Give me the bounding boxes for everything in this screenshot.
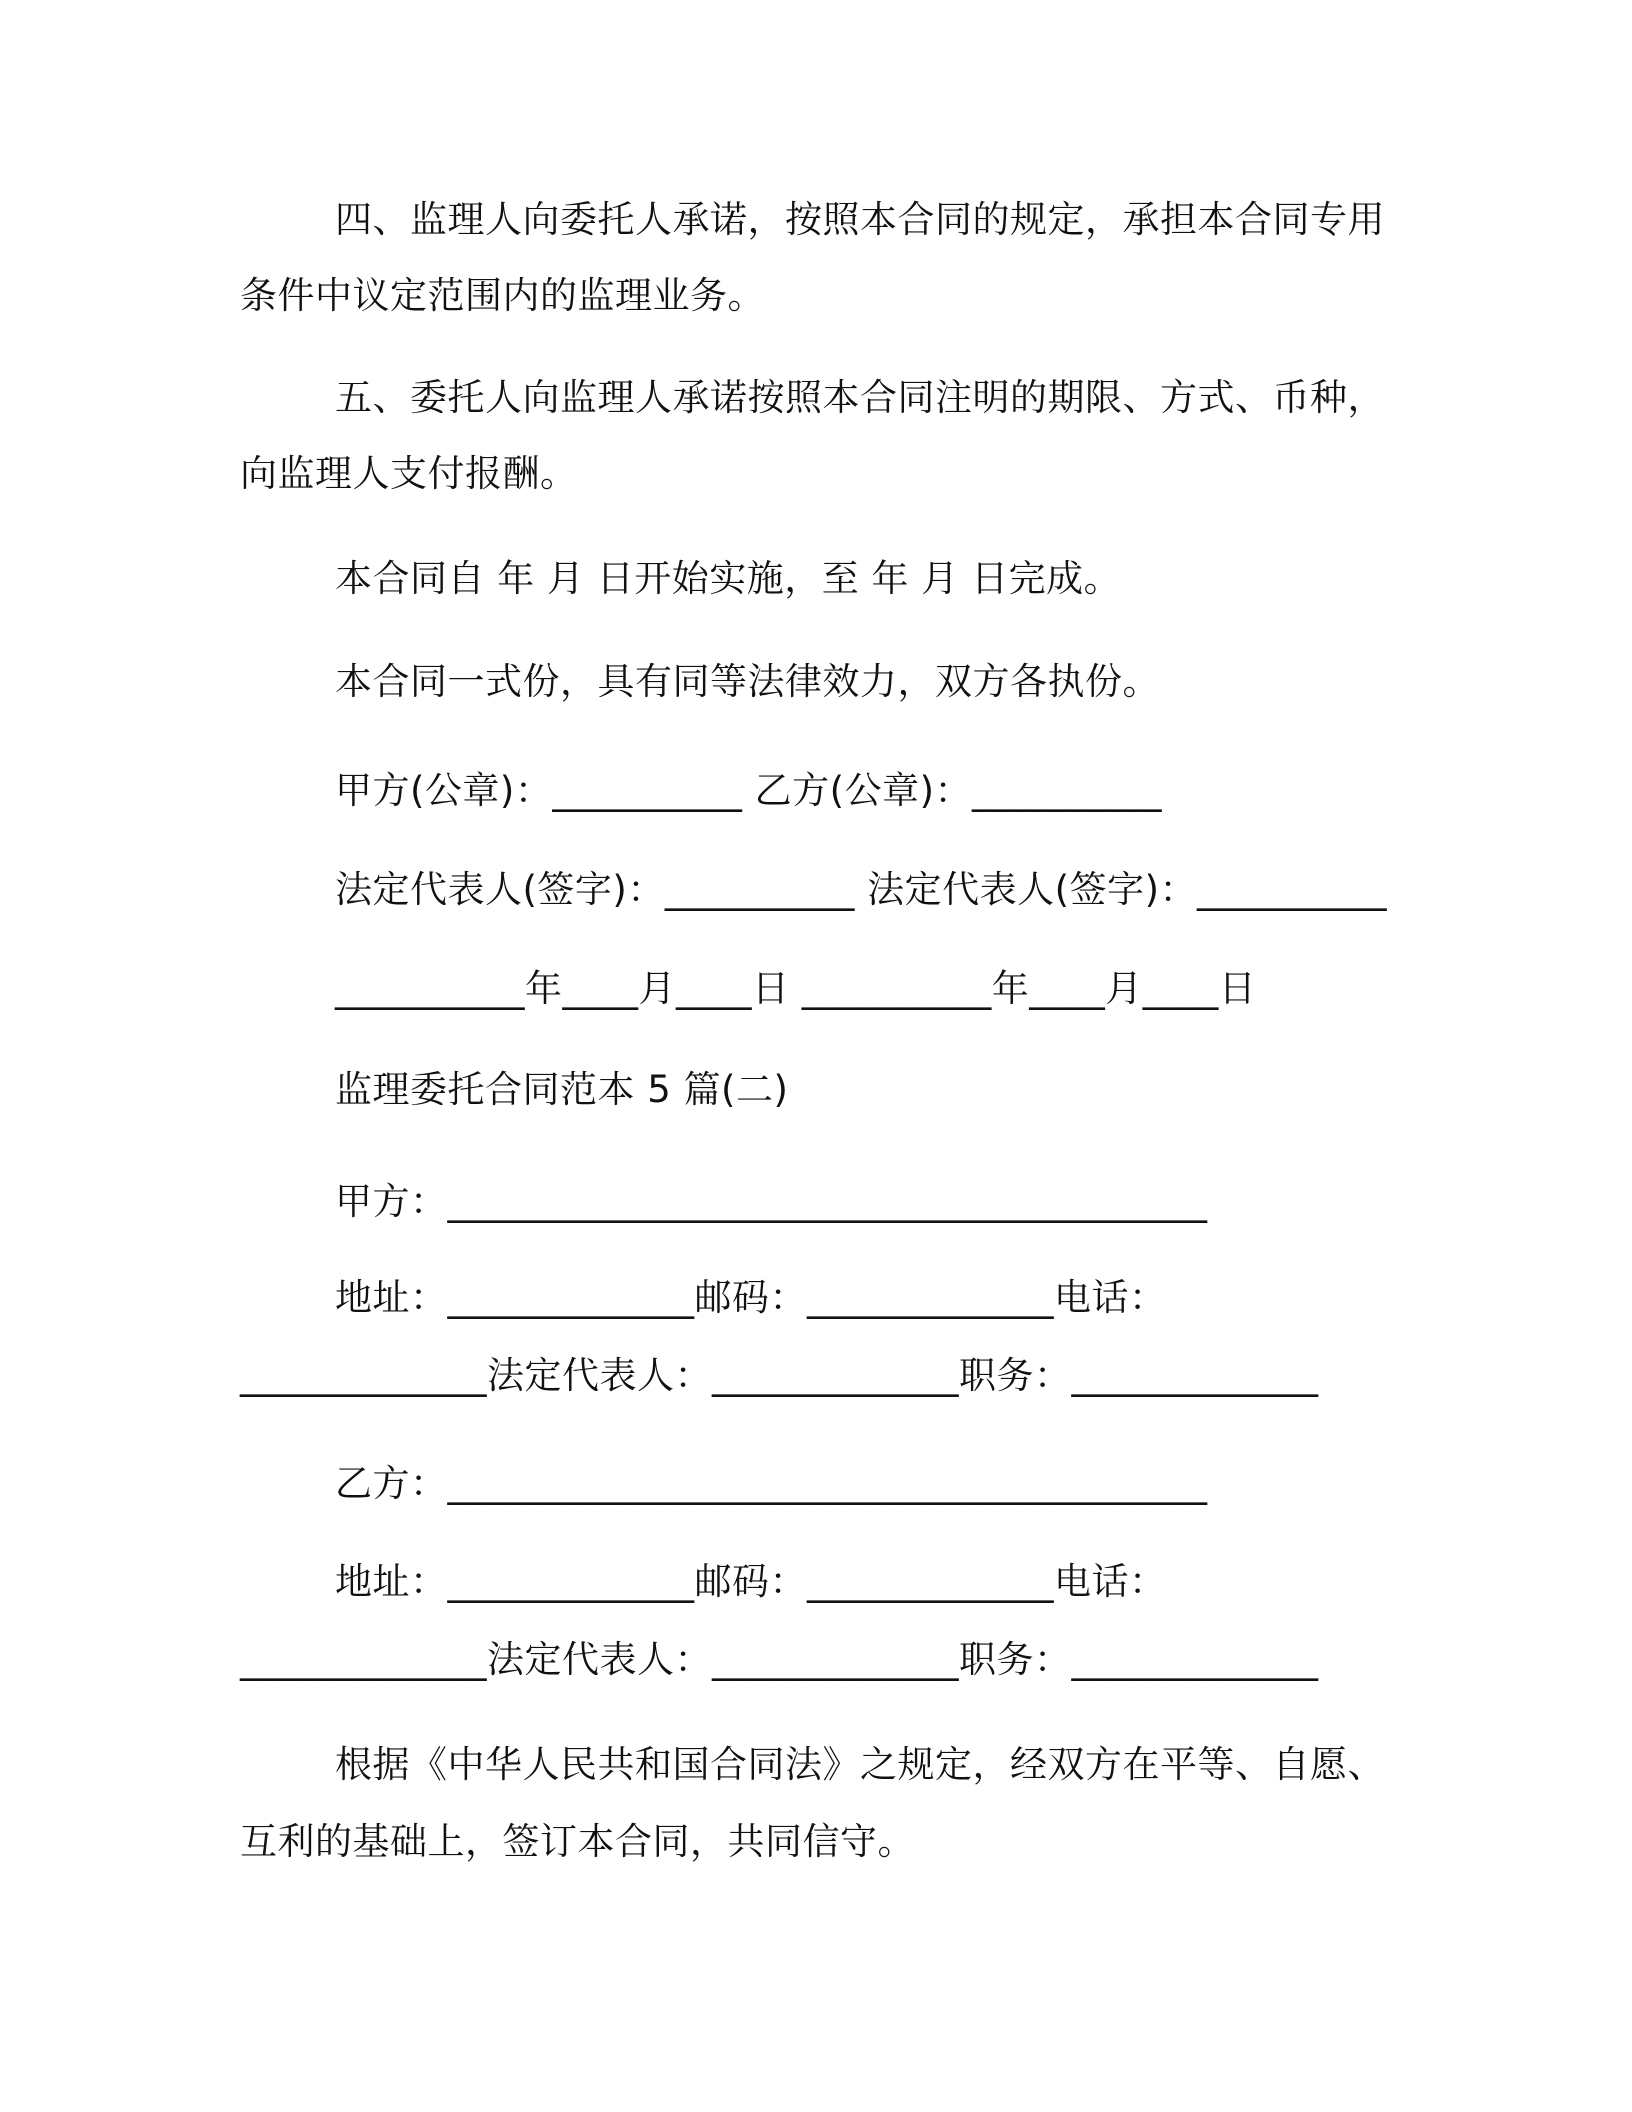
signature-date-line: __________年____月____日 __________年____月____日 — [335, 967, 1257, 1010]
legal-basis-line-1: 根据《中华人民共和国合同法》之规定，经双方在平等、自愿、 — [335, 1743, 1385, 1786]
section-title: 监理委托合同范本 5 篇(二) — [335, 1068, 789, 1111]
contract-term: 本合同自 年 月 日开始实施，至 年 月 日完成。 — [335, 557, 1122, 600]
clause-5-line-2: 向监理人支付报酬。 — [240, 452, 578, 495]
party-a-line: 甲方：________________________________________ — [335, 1180, 1208, 1223]
party-b-line: 乙方：________________________________________ — [335, 1462, 1208, 1505]
contract-copies: 本合同一式份，具有同等法律效力，双方各执份。 — [335, 660, 1160, 703]
representative-signature-line: 法定代表人(签字)：__________ 法定代表人(签字)：__________ — [335, 868, 1388, 911]
party-a-address-line: 地址：_____________邮码：_____________电话： — [335, 1276, 1167, 1319]
seal-signature-line: 甲方(公章)：__________ 乙方(公章)：__________ — [335, 769, 1163, 812]
clause-4-line-1: 四、监理人向委托人承诺，按照本合同的规定，承担本合同专用 — [335, 198, 1385, 241]
party-b-address-line: 地址：_____________邮码：_____________电话： — [335, 1560, 1167, 1603]
party-a-representative-line: _____________法定代表人：_____________职务：_____________ — [240, 1354, 1319, 1397]
legal-basis-line-2: 互利的基础上，签订本合同，共同信守。 — [240, 1820, 915, 1863]
party-b-representative-line: _____________法定代表人：_____________职务：_____________ — [240, 1638, 1319, 1681]
clause-4-line-2: 条件中议定范围内的监理业务。 — [240, 274, 765, 317]
clause-5-line-1: 五、委托人向监理人承诺按照本合同注明的期限、方式、币种， — [335, 376, 1385, 419]
